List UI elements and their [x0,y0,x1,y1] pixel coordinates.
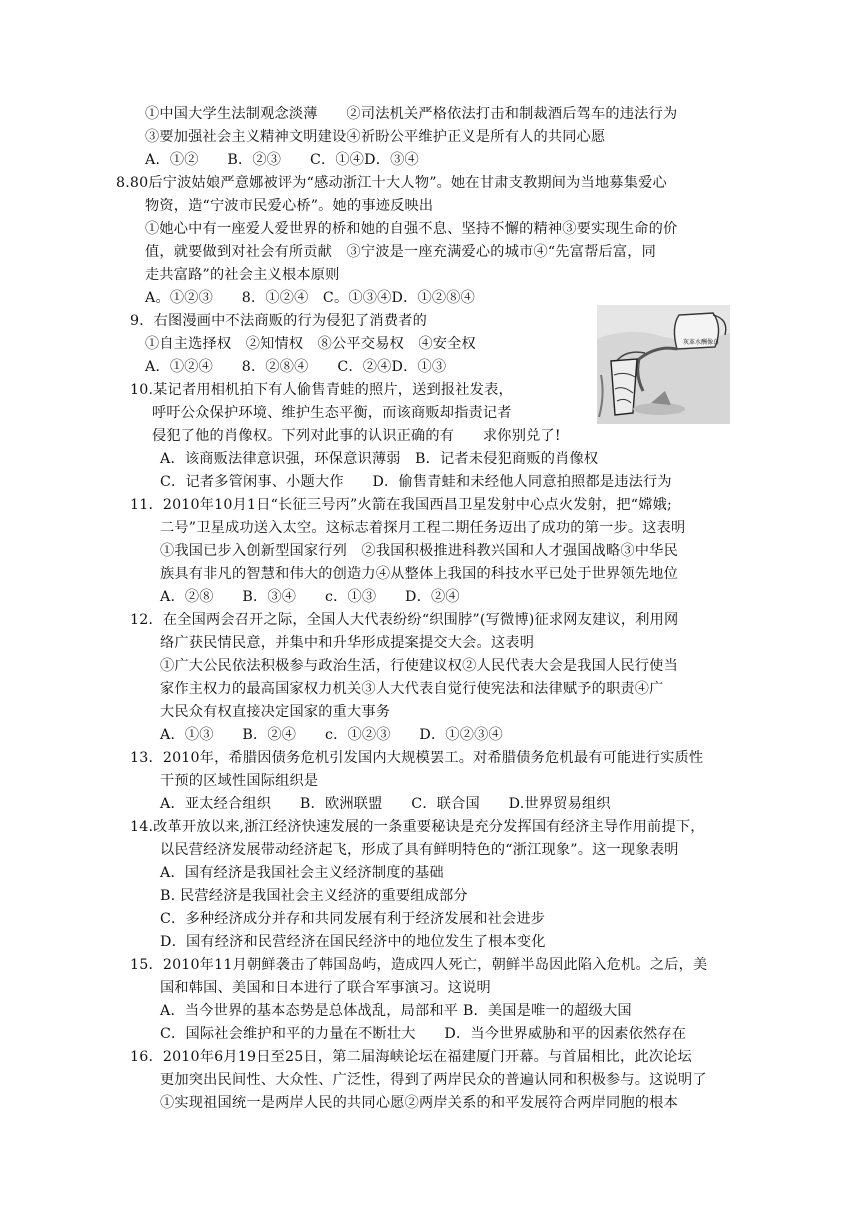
text-line: 物资，造“宁波市民爱心桥”。她的事迹反映出 [145,198,434,214]
cartoon-drawing [597,305,730,424]
text-line: 家作主权力的最高国家权力机关③人大代表自觉行使宪法和法律赋予的职责④广 [160,681,664,697]
text-line: ③要加强社会主义精神文明建设④祈盼公平维护正义是所有人的共同心愿 [145,129,606,145]
text-line: 更加突出民间性、大众性、广泛性，得到了两岸民众的普遍认同和积极参与。这说明了 [160,1072,707,1088]
text-line: A．当今世界的基本态势是总体战乱，局部和平 B．美国是唯一的超级大国 [160,1003,632,1019]
text-line: 侵犯了他的肖像权。下列对此事的认识正确的有 求你别兑了! [152,428,561,444]
question-12-stem: 12．在全国两会召开之际，全国人大代表纷纷“织围脖”(写微博)征求网友建议，利用网 [130,612,679,628]
text-line: 走共富路”的社会主义根本原则 [145,267,340,283]
question-11-stem: 11．2010年10月1日“长征三号丙”火箭在我国西昌卫星发射中心点火发射，把“嫦娥; [130,497,673,513]
text-line: 二号”卫星成功送入太空。这标志着探月工程二期任务迈出了成功的第一步。这表明 [160,520,686,536]
text-line: 呼吁公众保护环境、维护生态平衡，而该商贩却指责记者 [152,405,512,421]
text-line: D．国有经济和民营经济在国民经济中的地位发生了根本变化 [160,934,546,950]
question-10-stem: 10.某记者用相机拍下有人偷售青蛙的照片，送到报社发表， [130,382,513,398]
text-line: 干预的区域性国际组织是 [160,773,319,789]
text-line: ①实现祖国统一是两岸人民的共同心愿②两岸关系的和平发展符合两岸同胞的根本 [160,1095,678,1111]
question-8-stem: 8.80后宁波姑娘严意娜被评为“感动浙江十大人物”。她在甘肃支教期间为当地募集爱心 [116,175,667,191]
text-line: A．①②④ 8．②⑧④ C．②④D．①③ [145,359,447,375]
question-9-stem: 9．右图漫画中不法商贩的行为侵犯了消费者的 [130,313,427,329]
text-line: 国和韩国、美国和日本进行了联合军事演习。这说明 [160,980,491,996]
text-line: A．该商贩法律意识强，环保意识薄弱 B．记者未侵犯商贩的肖像权 [160,451,599,467]
text-line: B. 民营经济是我国社会主义经济的重要组成部分 [160,888,468,904]
text-line: A．①③ B．②④ c．①②③ D．①②③④ [160,727,503,743]
text-line: 络广获民情民意，并集中和升华形成提案提交大会。这表明 [160,635,535,651]
question-16-stem: 16．2010年6月19日至25日，第二届海峡论坛在福建厦门开幕。与首届相比，此次论坛 [130,1049,692,1065]
question-14-stem: 14.改革开放以来,浙江经济快速发展的一条重要秘诀是充分发挥国有经济主导作用前提下， [130,819,705,835]
text-line: A。①②③ 8．①②④ C。①③④D．①②⑧④ [145,290,476,306]
text-line: A．①② B．②③ C．①④D．③④ [145,152,419,168]
text-line: 族具有非凡的智慧和伟大的创造力④从整体上我国的科技水平已处于世界领先地位 [160,566,678,582]
text-line: ①她心中有一座爱人爱世界的桥和她的自强不息、坚持不懈的精神③要实现生命的价 [145,221,678,237]
text-line: C．国际社会维护和平的力量在不断壮大 D．当今世界威胁和平的因素依然存在 [160,1026,687,1042]
text-line: A．亚太经合组织 B．欧洲联盟 C．联合国 D.世界贸易组织 [160,796,611,812]
text-line: ①我国已步入创新型国家行列 ②我国积极推进科教兴国和人才强国战略③中华民 [160,543,678,559]
text-line: 值，就要做到对社会有所贡献 ③宁波是一座充满爱心的城市④“先富帮后富，同 [145,244,657,260]
text-line: C．多种经济成分并存和共同发展有利于经济发展和社会进步 [160,911,546,927]
cartoon-image [597,305,730,424]
question-15-stem: 15．2010年11月朝鲜袭击了韩国岛屿，造成四人死亡，朝鲜半岛因此陷入危机。之后，美 [130,957,708,973]
text-line: A．国有经济是我国社会主义经济制度的基础 [160,865,444,881]
text-line: ①自主选择权 ②知情权 ⑧公平交易权 ④安全权 [145,336,476,352]
text-line: 大民众有权直接决定国家的重大事务 [160,704,391,720]
cartoon-label: 灰革水酬像白 [682,339,720,346]
text-line: ①广大公民依法积极参与政治生活，行使建议权②人民代表大会是我国人民行使当 [160,658,678,674]
text-line: ①中国大学生法制观念淡薄 ②司法机关严格依法打击和制裁酒后驾车的违法行为 [145,106,678,122]
text-line: 以民营经济发展带动经济起飞，形成了具有鲜明特色的“浙江现象”。这一现象表明 [160,842,679,858]
text-line: C．记者多管闲事、小题大作 D．偷售青蛙和未经他人同意拍照都是违法行为 [160,474,672,490]
question-13-stem: 13．2010年，希腊因债务危机引发国内大规模罢工。对希腊债务危机最有可能进行实质性 [130,750,704,766]
text-line: A．②⑧ B．③④ c．①③ D．②④ [160,589,460,605]
